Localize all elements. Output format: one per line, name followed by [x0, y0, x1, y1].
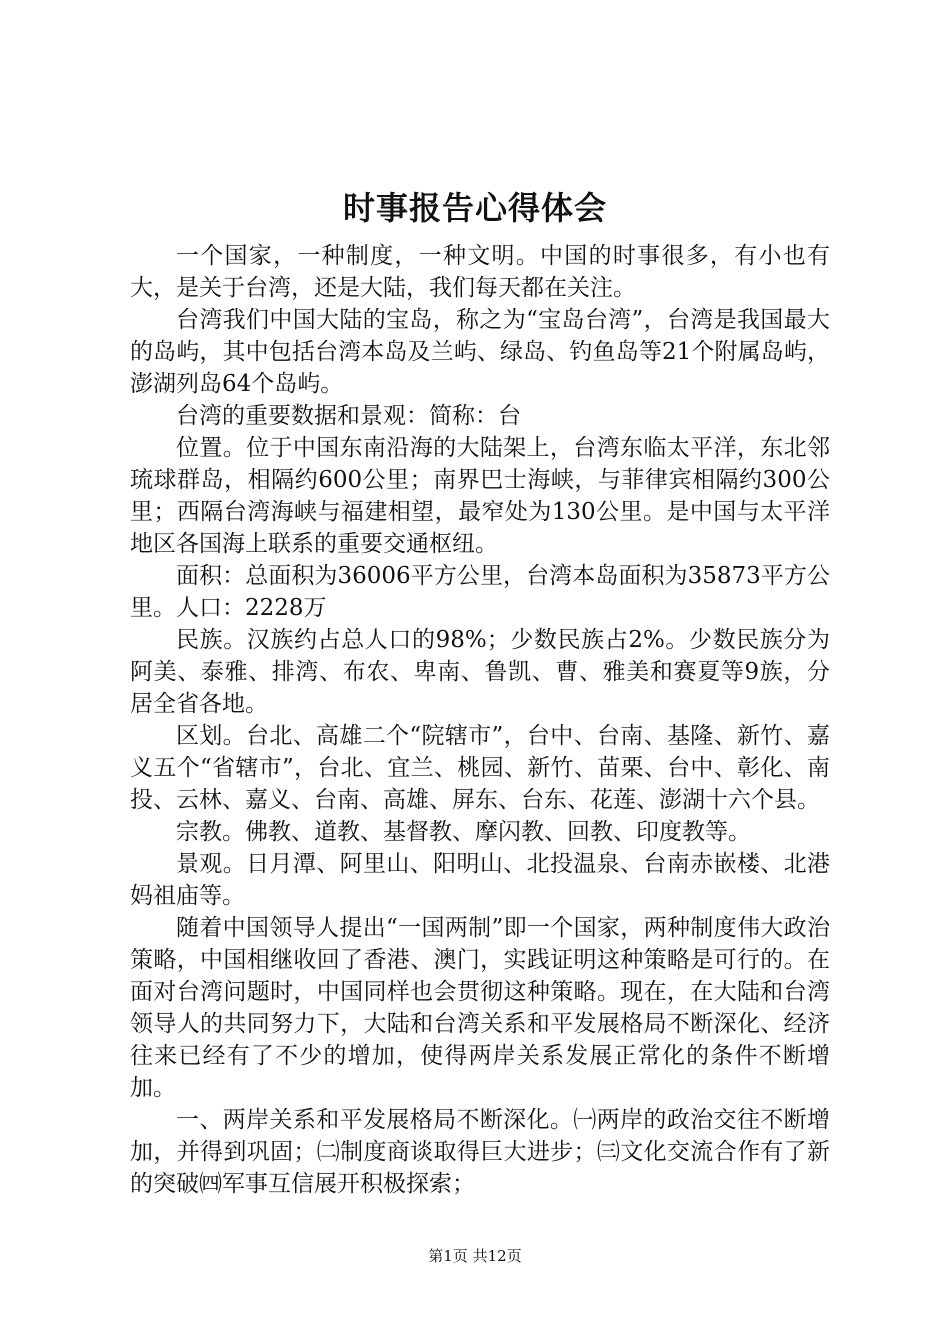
paragraph: 宗教。佛教、道教、基督教、摩闪教、回教、印度教等。 [176, 819, 751, 845]
document-title: 时事报告心得体会 [342, 189, 607, 227]
page-footer: 第1页 共12页 [428, 1247, 522, 1265]
paragraph: 台湾我们中国大陆的宝岛，称之为“宝岛台湾”，台湾是我国最大的岛屿，其中包括台湾本岛及兰屿、绿岛、钓鱼岛等21个附属岛屿，澎湖列岛64个岛屿。 [130, 307, 830, 397]
paragraph: 区划。台北、高雄二个“院辖市”，台中、台南、基隆、新竹、嘉义五个“省辖市”，台北、宜兰、桃园、新竹、苗栗、台中、彰化、南投、云林、嘉义、台南、高雄、屏东、台东、花莲、澎湖十六个县。 [130, 723, 830, 813]
paragraph: 随着中国领导人提出“一国两制”即一个国家，两种制度伟大政治策略，中国相继收回了香港、澳门，实践证明这种策略是可行的。在面对台湾问题时，中国同样也会贯彻这种策略。现在，在大陆和台湾领导人的共同努力下，大陆和台湾关系和平发展格局不断深化、经济往来已经有了不少的增加，使得两岸关系发展正常化的条件不断增加。 [130, 915, 830, 1101]
paragraph: 一、两岸关系和平发展格局不断深化。㈠两岸的政治交往不断增加，并得到巩固；㈡制度商谈取得巨大进步；㈢文化交流合作有了新的突破㈣军事互信展开积极探索； [130, 1107, 830, 1197]
document-body [130, 240, 830, 1200]
paragraph: 民族。汉族约占总人口的98%；少数民族占2%。少数民族分为阿美、泰雅、排湾、布农、卑南、鲁凯、曹、雅美和赛夏等9族，分居全省各地。 [130, 627, 830, 717]
paragraph: 一个国家，一种制度，一种文明。中国的时事很多，有小也有大，是关于台湾，还是大陆，我们每天都在关注。 [130, 243, 830, 301]
paragraph: 面积：总面积为36006平方公里，台湾本岛面积为35873平方公里。人口：2228万 [130, 563, 830, 621]
paragraph: 位置。位于中国东南沿海的大陆架上，台湾东临太平洋，东北邻琉球群岛，相隔约600公里；南界巴士海峡，与菲律宾相隔约300公里；西隔台湾海峡与福建相望，最窄处为130公里。是中国与太平洋地区各国海上联系的重要交通枢纽。 [130, 435, 830, 557]
paragraph: 台湾的重要数据和景观：简称：台 [176, 403, 521, 429]
paragraph: 景观。日月潭、阿里山、阳明山、北投温泉、台南赤嵌楼、北港妈祖庙等。 [130, 851, 830, 909]
